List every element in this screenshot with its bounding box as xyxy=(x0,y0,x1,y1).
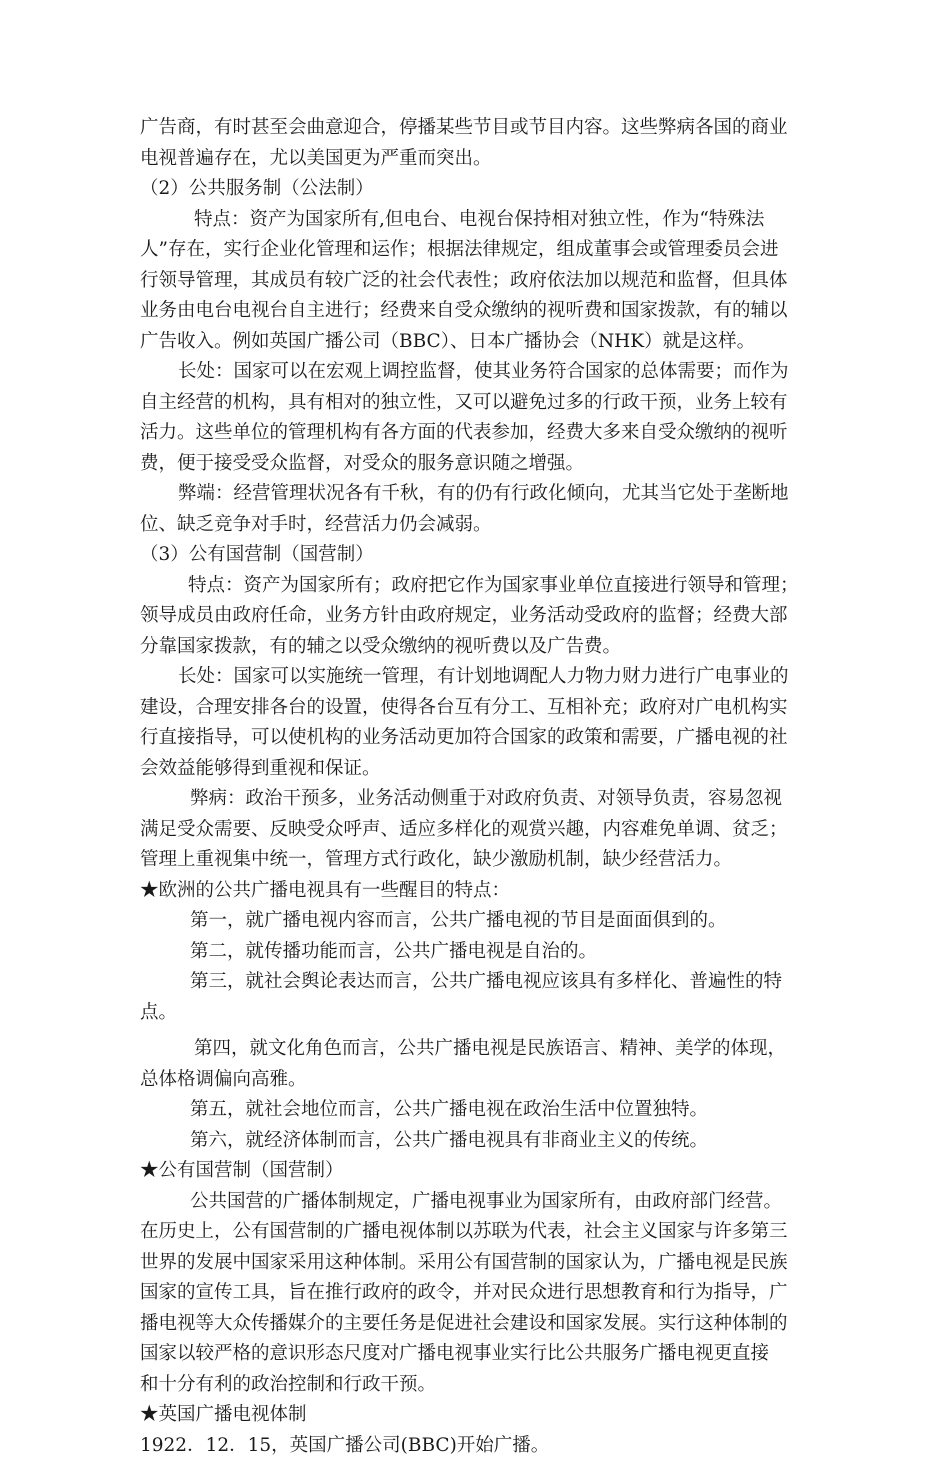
body-text-line: 和十分有利的政治控制和行政干预。 xyxy=(140,1370,812,1401)
section-heading: ★英国广播电视体制 xyxy=(140,1400,812,1431)
body-text-line: 公共国营的广播体制规定，广播电视事业为国家所有，由政府部门经营。 xyxy=(140,1187,812,1218)
body-text-line: 在历史上，公有国营制的广播电视体制以苏联为代表，社会主义国家与许多第三 xyxy=(140,1217,812,1248)
body-text-line: 人”存在，实行企业化管理和运作；根据法律规定，组成董事会或管理委员会进 xyxy=(140,235,812,266)
body-text-line: 长处：国家可以在宏观上调控监督，使其业务符合国家的总体需要；而作为 xyxy=(140,357,812,388)
body-text-line: 播电视等大众传播媒介的主要任务是促进社会建设和国家发展。实行这种体制的 xyxy=(140,1309,812,1340)
body-text-line: 特点：资产为国家所有,但电台、电视台保持相对独立性，作为“特殊法 xyxy=(140,205,812,236)
body-text-line: 第五，就社会地位而言，公共广播电视在政治生活中位置独特。 xyxy=(140,1095,812,1126)
section-heading: ★公有国营制（国营制） xyxy=(140,1156,812,1187)
body-text-line: 费，便于接受受众监督，对受众的服务意识随之增强。 xyxy=(140,449,812,480)
body-text-line: 第六，就经济体制而言，公共广播电视具有非商业主义的传统。 xyxy=(140,1126,812,1157)
subsection-heading: （3）公有国营制（国营制） xyxy=(140,540,812,571)
body-text-line: 第三，就社会舆论表达而言，公共广播电视应该具有多样化、普遍性的特 xyxy=(140,967,812,998)
body-text-line: 1922．12．15，英国广播公司(BBC)开始广播。 xyxy=(140,1431,812,1461)
body-text-line: 广告商，有时甚至会曲意迎合，停播某些节目或节目内容。这些弊病各国的商业 xyxy=(140,113,812,144)
section-heading: ★欧洲的公共广播电视具有一些醒目的特点： xyxy=(140,876,812,907)
body-text-line: 建设，合理安排各台的设置，使得各台互有分工、互相补充；政府对广电机构实 xyxy=(140,693,812,724)
body-text-line: 总体格调偏向高雅。 xyxy=(140,1065,812,1096)
body-text-line: 长处：国家可以实施统一管理，有计划地调配人力物力财力进行广电事业的 xyxy=(140,662,812,693)
body-text-line: 行领导管理，其成员有较广泛的社会代表性；政府依法加以规范和监督，但具体 xyxy=(140,266,812,297)
body-text-line: 国家以较严格的意识形态尺度对广播电视事业实行比公共服务广播电视更直接 xyxy=(140,1339,812,1370)
body-text-line: 弊端：经营管理状况各有千秋，有的仍有行政化倾向，尤其当它处于垄断地 xyxy=(140,479,812,510)
body-text-line: 广告收入。例如英国广播公司（BBC）、日本广播协会（NHK）就是这样。 xyxy=(140,327,812,358)
body-text-line: 国家的宣传工具，旨在推行政府的政令，并对民众进行思想教育和行为指导，广 xyxy=(140,1278,812,1309)
body-text-line: 领导成员由政府任命，业务方针由政府规定，业务活动受政府的监督；经费大部 xyxy=(140,601,812,632)
body-text-line: 业务由电台电视台自主进行；经费来自受众缴纳的视听费和国家拨款，有的辅以 xyxy=(140,296,812,327)
body-text-line: 行直接指导，可以使机构的业务活动更加符合国家的政策和需要，广播电视的社 xyxy=(140,723,812,754)
body-text-line: 点。 xyxy=(140,998,812,1029)
body-text-line: 满足受众需要、反映受众呼声、适应多样化的观赏兴趣，内容难免单调、贫乏； xyxy=(140,815,812,846)
body-text-line: 会效益能够得到重视和保证。 xyxy=(140,754,812,785)
body-text-line: 第二，就传播功能而言，公共广播电视是自治的。 xyxy=(140,937,812,968)
body-text-line: 第四，就文化角色而言，公共广播电视是民族语言、精神、美学的体现， xyxy=(140,1034,812,1065)
body-text-line: 电视普遍存在，尤以美国更为严重而突出。 xyxy=(140,144,812,175)
body-text-line: 世界的发展中国家采用这种体制。采用公有国营制的国家认为，广播电视是民族 xyxy=(140,1248,812,1279)
body-text-line: 分靠国家拨款，有的辅之以受众缴纳的视听费以及广告费。 xyxy=(140,632,812,663)
body-text-line: 第一，就广播电视内容而言，公共广播电视的节目是面面俱到的。 xyxy=(140,906,812,937)
body-text-line: 弊病：政治干预多，业务活动侧重于对政府负责、对领导负责，容易忽视 xyxy=(140,784,812,815)
subsection-heading: （2）公共服务制（公法制） xyxy=(140,174,812,205)
body-text-line: 位、缺乏竞争对手时，经营活力仍会减弱。 xyxy=(140,510,812,541)
body-text-line: 自主经营的机构，具有相对的独立性，又可以避免过多的行政干预，业务上较有 xyxy=(140,388,812,419)
document-page xyxy=(140,113,812,1461)
body-text-line: 管理上重视集中统一，管理方式行政化，缺少激励机制，缺少经营活力。 xyxy=(140,845,812,876)
body-text-line: 活力。这些单位的管理机构有各方面的代表参加，经费大多来自受众缴纳的视听 xyxy=(140,418,812,449)
body-text-line: 特点：资产为国家所有；政府把它作为国家事业单位直接进行领导和管理； xyxy=(140,571,812,602)
